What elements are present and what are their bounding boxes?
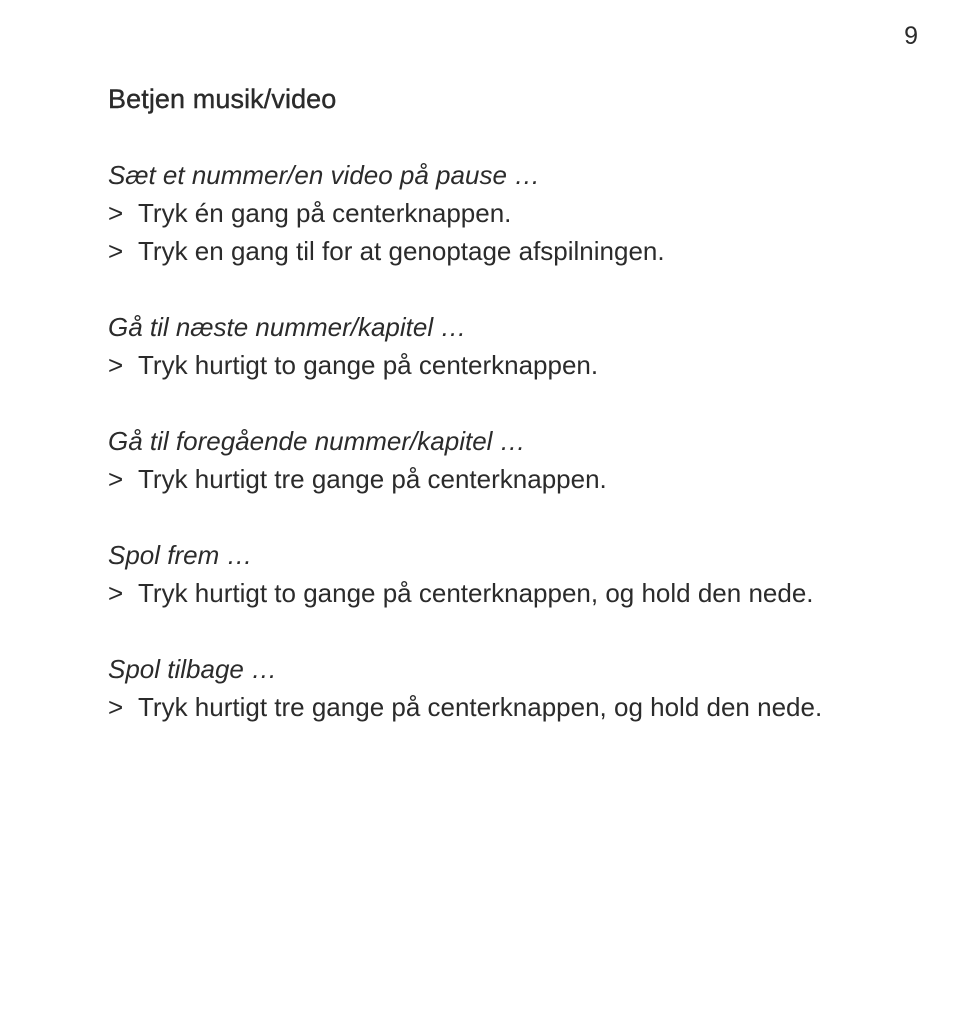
bullet-marker: >	[108, 236, 124, 266]
bullet-marker: >	[108, 464, 124, 494]
step-text: Tryk en gang til for at genoptage afspilningen.	[138, 236, 665, 266]
step-item	[108, 194, 868, 232]
step-text: Tryk hurtigt to gange på centerknappen.	[138, 350, 599, 380]
bullet-marker: >	[108, 198, 124, 228]
section-next-track	[108, 308, 868, 384]
section-rewind	[108, 650, 868, 726]
step-list	[108, 460, 868, 498]
step-text: Tryk hurtigt tre gange på centerknappen, og hold den nede.	[138, 692, 823, 722]
step-item	[108, 460, 868, 498]
step-item	[108, 346, 868, 384]
step-text: Tryk hurtigt to gange på centerknappen, og hold den nede.	[138, 578, 814, 608]
step-item	[108, 232, 868, 270]
step-list	[108, 346, 868, 384]
bullet-marker: >	[108, 578, 124, 608]
section-heading: Sæt et nummer/en video på pause …	[108, 160, 541, 190]
section-heading: Gå til foregående nummer/kapitel …	[108, 426, 526, 456]
section-previous-track	[108, 422, 868, 498]
step-list	[108, 688, 868, 726]
section-heading: Gå til næste nummer/kapitel …	[108, 312, 467, 342]
bullet-marker: >	[108, 692, 124, 722]
section-fast-forward	[108, 536, 868, 612]
page-title: Betjen musik/video	[108, 84, 337, 114]
section-heading: Spol frem …	[108, 540, 253, 570]
bullet-marker: >	[108, 350, 124, 380]
section-heading: Spol tilbage …	[108, 654, 278, 684]
step-list	[108, 194, 868, 270]
document-body	[108, 80, 868, 764]
step-item	[108, 574, 868, 612]
section-pause	[108, 156, 868, 270]
page-number: 9	[904, 22, 918, 50]
step-text: Tryk hurtigt tre gange på centerknappen.	[138, 464, 607, 494]
step-text: Tryk én gang på centerknappen.	[138, 198, 512, 228]
step-item	[108, 688, 868, 726]
step-list	[108, 574, 868, 612]
